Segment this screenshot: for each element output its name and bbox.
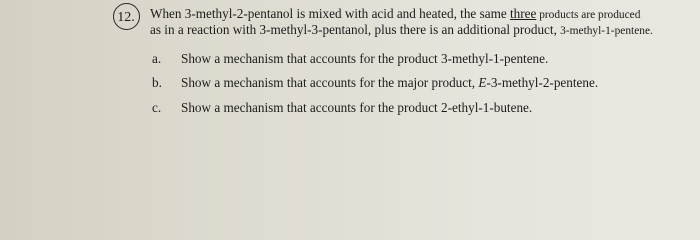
question-line-2	[150, 22, 653, 38]
item-b-text-start: Show a mechanism that accounts for the major product,	[181, 75, 479, 90]
item-b-stereo-e: E	[478, 75, 487, 90]
question-number-circle	[113, 3, 140, 30]
question-line-2-start: as in a reaction with 3-methyl-3-pentanol, plus there is an additional product,	[150, 22, 561, 37]
underlined-word-three: three	[509, 6, 537, 21]
item-c-label: c.	[152, 100, 162, 115]
question-line-1-start: When 3-methyl-2-pentanol is mixed with acid and heated, the same	[150, 6, 510, 21]
question-line-2-end: 3-methyl-1-pentene.	[560, 25, 653, 37]
question-number: 12.	[117, 10, 135, 25]
item-c-text: Show a mechanism that accounts for the product 2-ethyl-1-butene.	[181, 100, 533, 115]
item-a-label: a.	[152, 51, 162, 66]
item-b-text	[181, 75, 598, 91]
item-a-text: Show a mechanism that accounts for the product 3-methyl-1-pentene.	[181, 51, 549, 66]
question-line-1	[150, 6, 640, 22]
question-line-1-end: products are produced	[536, 9, 641, 21]
item-b-text-end: -3-methyl-2-pentene.	[486, 75, 599, 90]
item-b-label: b.	[152, 75, 162, 90]
